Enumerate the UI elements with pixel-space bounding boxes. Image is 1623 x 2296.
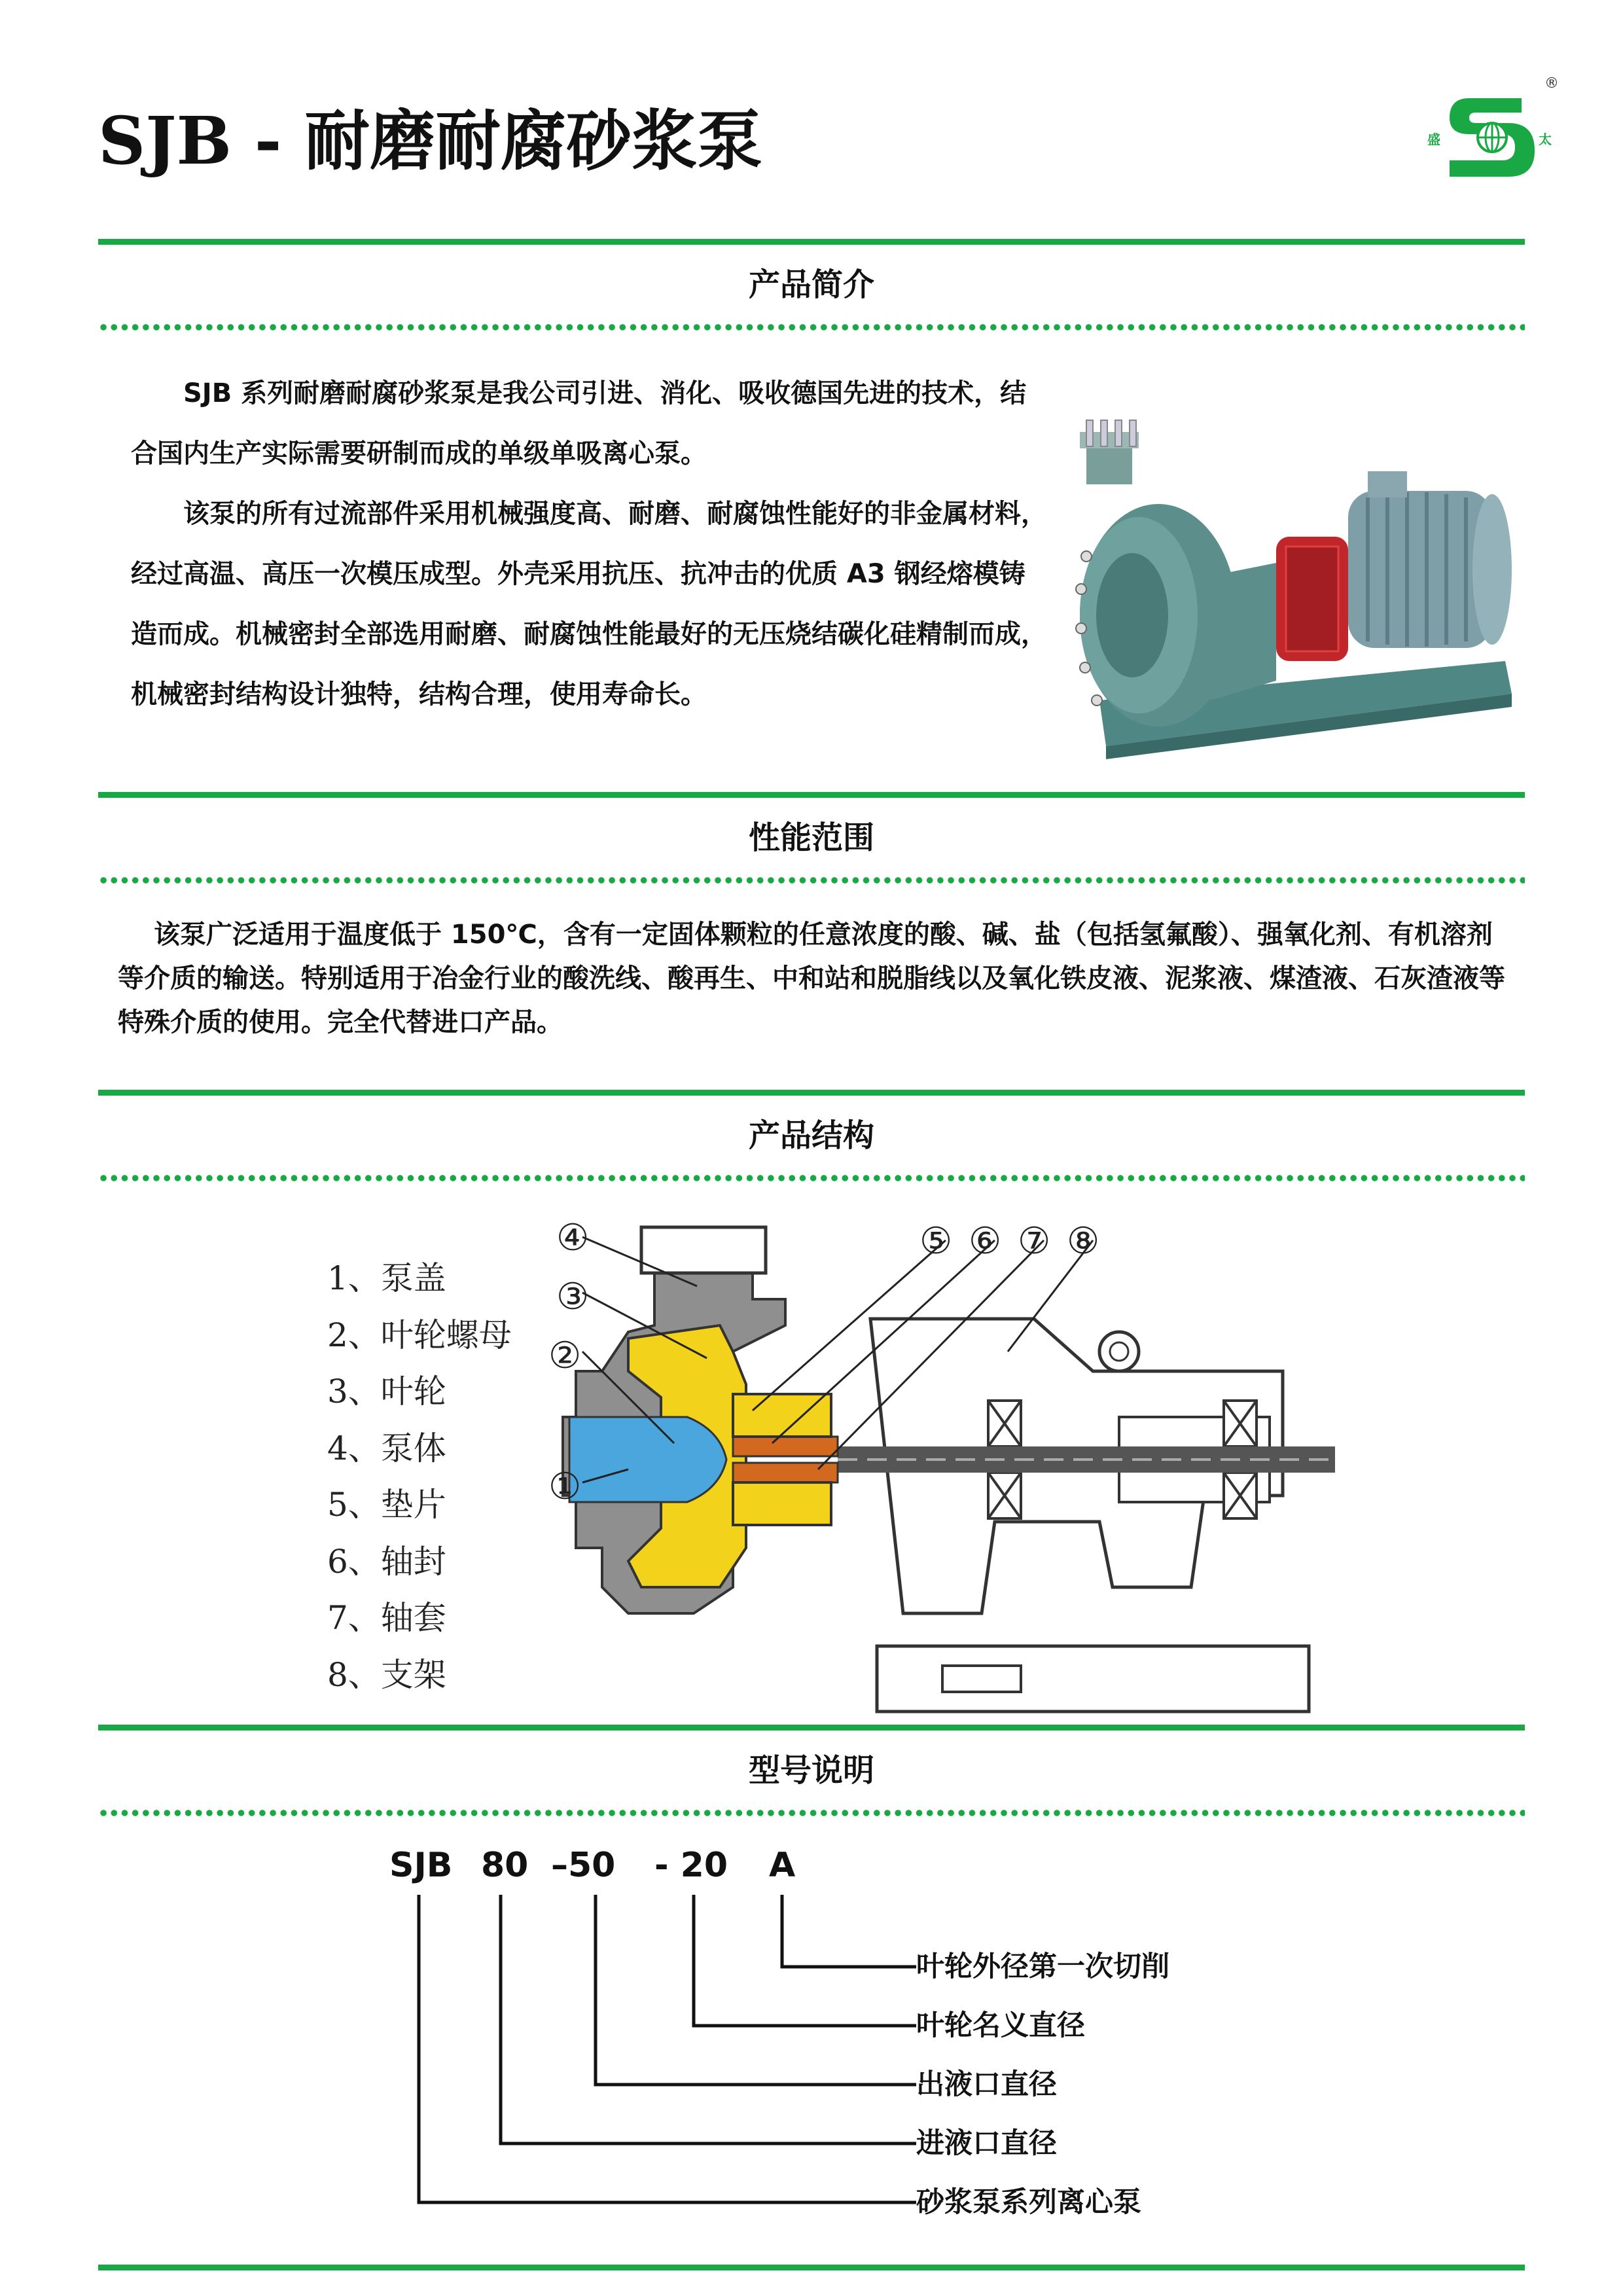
parts-legend: [327, 1250, 512, 1703]
dotted-divider: [98, 1810, 1525, 1816]
section-heading-model: 型号说明: [748, 1752, 874, 1789]
legend-item: 5、垫片: [327, 1486, 446, 1524]
callout-8: ⑧: [1067, 1220, 1100, 1263]
pump-cross-section-diagram: [537, 1217, 1361, 1718]
callout-4: ④: [556, 1217, 590, 1259]
legend-item: 8、支架: [327, 1655, 446, 1694]
model-explain-impeller: 叶轮名义直径: [916, 2009, 1085, 2042]
intro-paragraph-2: 该泵的所有过流部件采用机械强度高、耐磨、耐腐蚀性能好的非金属材料，经过高温、高压一次模压成型。外壳采用抗压、抗冲击的优质 A3 钢经熔模铸造而成。机械密封全部选用耐磨、耐腐蚀性能最好的无压烧结碳化硅精制而成，机械密封结构设计独特，结构合理，使用寿命长。: [131, 499, 1047, 709]
callout-7: ⑦: [1018, 1220, 1051, 1263]
company-logo: [1423, 72, 1559, 190]
model-explain-inlet: 进液口直径: [916, 2127, 1057, 2160]
page-title: SJB - 耐磨耐腐砂浆泵: [98, 102, 763, 179]
legend-item: 1、泵盖: [327, 1259, 446, 1297]
legend-item: 3、叶轮: [327, 1372, 446, 1410]
registered-mark: ®: [1544, 75, 1559, 92]
performance-paragraph: 该泵广泛适用于温度低于 150℃，含有一定固体颗粒的任意浓度的酸、碱、盐（包括氢氟酸）、强氧化剂、有机溶剂等介质的输送。特别适用于冶金行业的酸洗线、酸再生、中和站和脱脂线以及氧化铁皮液、泥浆液、煤渣液、石灰渣液等特殊介质的使用。完全代替进口产品。: [118, 920, 1505, 1037]
performance-text: [118, 913, 1518, 1045]
legend-item: 6、轴封: [327, 1542, 446, 1581]
section-divider: [98, 239, 1525, 245]
bottom-divider: [98, 2265, 1525, 2270]
intro-text: [131, 363, 1047, 725]
model-explanation-lines: [393, 1885, 929, 2219]
logo-right-char: 太: [1539, 132, 1552, 147]
legend-item: 4、泵体: [327, 1429, 446, 1467]
model-code-impeller: - 20: [654, 1846, 728, 1885]
intro-paragraph-1: SJB 系列耐磨耐腐砂浆泵是我公司引进、消化、吸收德国先进的技术，结合国内生产实际需要研制而成的单级单吸离心泵。: [131, 378, 1027, 469]
legend-item: 2、叶轮螺母: [327, 1316, 512, 1354]
dotted-divider: [98, 1175, 1525, 1181]
model-code-series: SJB: [389, 1846, 453, 1885]
model-explain-series: 砂浆泵系列离心泵: [916, 2186, 1141, 2219]
section-heading-performance: 性能范围: [748, 819, 874, 856]
model-explain-cut: 叶轮外径第一次切削: [916, 1950, 1169, 1983]
model-explain-outlet: 出液口直径: [916, 2068, 1057, 2101]
dotted-divider: [98, 324, 1525, 331]
legend-item: 7、轴套: [327, 1599, 446, 1637]
logo-left-char: 盛: [1427, 132, 1440, 147]
callout-3: ③: [556, 1276, 590, 1318]
model-code-outlet: –50: [551, 1846, 616, 1885]
section-heading-structure: 产品结构: [748, 1117, 874, 1154]
callout-6: ⑥: [969, 1220, 1002, 1263]
section-divider: [98, 792, 1525, 798]
model-code-cut: A: [769, 1846, 796, 1885]
section-divider: [98, 1090, 1525, 1096]
callout-5: ⑤: [919, 1220, 953, 1263]
callout-1: ①: [548, 1465, 582, 1508]
callout-2: ②: [548, 1335, 582, 1377]
pump-photo: [1060, 419, 1518, 759]
dotted-divider: [98, 877, 1525, 884]
model-code-inlet: 80: [481, 1846, 529, 1885]
section-divider: [98, 1725, 1525, 1731]
section-heading-intro: 产品简介: [748, 266, 874, 303]
